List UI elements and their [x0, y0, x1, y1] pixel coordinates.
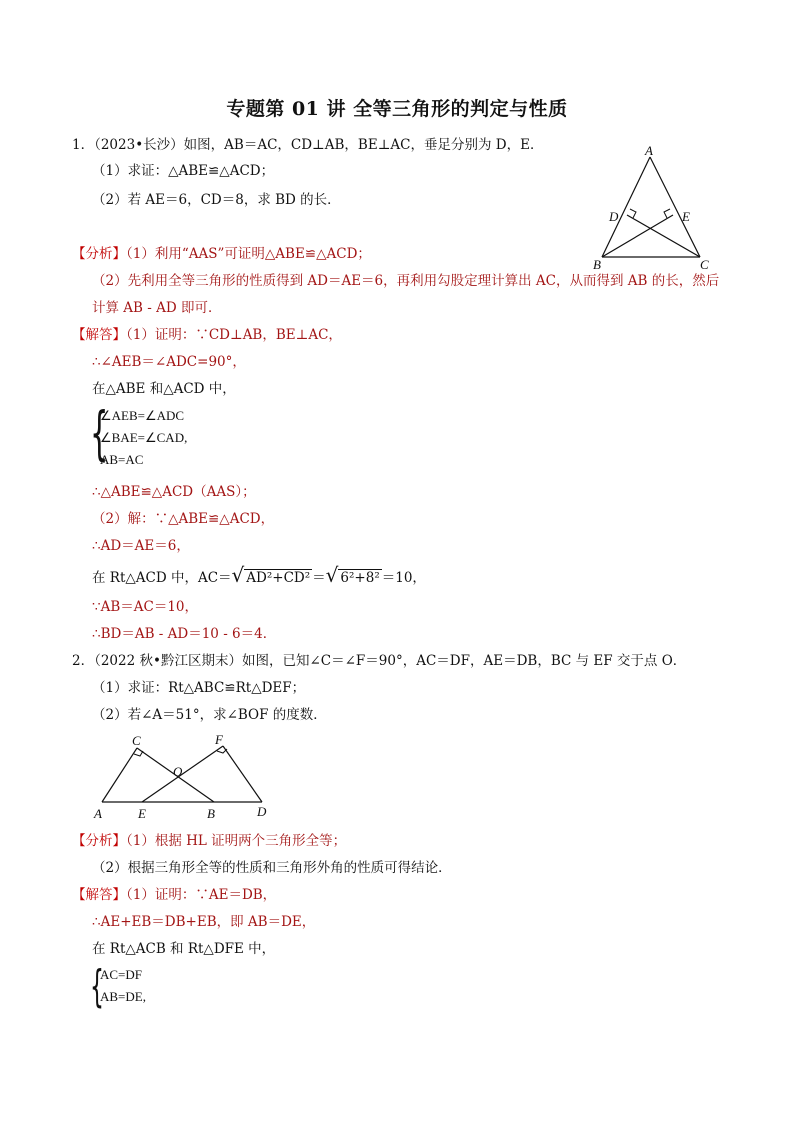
label-A: A: [94, 806, 102, 821]
page-title: 专题第 01 讲 全等三角形的判定与性质: [226, 98, 568, 120]
q2-analysis-line2: （2）根据三角形全等的性质和三角形外角的性质可得结论．: [92, 860, 452, 876]
q1-step4: ∴△ABE≌△ACD（AAS）；: [92, 484, 256, 500]
label-E: E: [682, 209, 690, 224]
q2-part2: （2）若∠A＝51°，求∠BOF 的度数．: [92, 707, 327, 723]
q1-system-brace: {: [90, 399, 109, 467]
q1-analysis-line3: 计算 AB - AD 即可．: [92, 300, 222, 316]
q2-figure: [90, 732, 280, 824]
label-F: F: [215, 732, 223, 747]
label-D: D: [609, 209, 619, 224]
q1-part2: （2）若 AE＝6，CD＝8，求 BD 的长．: [92, 192, 341, 208]
q2-stem: 2．（2022 秋•黔江区期末）如图，已知∠C＝∠F＝90°，AC＝DF，AE＝DB，BC 与 EF 交于点 O．: [72, 653, 687, 669]
label-B: B: [207, 806, 215, 821]
q1-step3: 在△ABE 和△ACD 中，: [92, 381, 236, 397]
label-B: B: [593, 257, 601, 272]
q1-stem: 1．（2023•长沙）如图，AB＝AC，CD⊥AB，BE⊥AC，垂足分别为 D，E．: [72, 137, 544, 153]
q2-analysis-line1: 【分析】（1）根据 HL 证明两个三角形全等；: [72, 833, 347, 849]
q2-system: AC=DF AB=DE,: [100, 967, 146, 1004]
q2-answer-line1: 【解答】（1）证明：∵AE＝DB，: [72, 887, 277, 903]
q1-step2: ∴∠AEB＝∠ADC=90°，: [92, 354, 246, 370]
q2-system-brace: {: [90, 961, 104, 1012]
label-E: E: [138, 806, 146, 821]
q1-step7: 在 Rt△ACD 中，AC＝√ AD²+CD² ＝√ 6²+8² ＝10，: [92, 563, 426, 587]
q1-step8: ∵AB＝AC＝10，: [92, 599, 199, 615]
q1-part1: （1）求证：△ABE≌△ACD；: [92, 163, 275, 179]
q1-step6: ∴AD＝AE＝6，: [92, 538, 190, 554]
q2-part1: （1）求证：Rt△ABC≌Rt△DEF；: [92, 680, 306, 696]
q1-figure: [585, 145, 725, 275]
label-C: C: [700, 257, 709, 272]
q1-analysis-line2: （2）先利用全等三角形的性质得到 AD＝AE＝6，再利用勾股定理计算出 AC，从而得到 AB 的长，然后: [92, 273, 720, 289]
q2-step2: ∴AE+EB＝DB+EB，即 AB＝DE，: [92, 914, 316, 930]
label-C: C: [132, 733, 141, 748]
q1-system: ∠AEB=∠ADC ∠BAE=∠CAD, AB=AC: [100, 408, 188, 467]
q1-step5: （2）解：∵△ABE≌△ACD，: [92, 511, 275, 527]
q1-answer-line1: 【解答】（1）证明：∵CD⊥AB，BE⊥AC，: [72, 327, 342, 343]
q1-step9: ∴BD＝AB - AD＝10 - 6＝4．: [92, 626, 277, 642]
q1-analysis-line1: 【分析】（1）利用“AAS”可证明△ABE≌△ACD；: [72, 246, 371, 262]
label-A: A: [645, 145, 653, 158]
label-O: O: [173, 764, 183, 779]
label-D: D: [257, 804, 267, 819]
q2-step3: 在 Rt△ACB 和 Rt△DFE 中，: [92, 941, 276, 957]
